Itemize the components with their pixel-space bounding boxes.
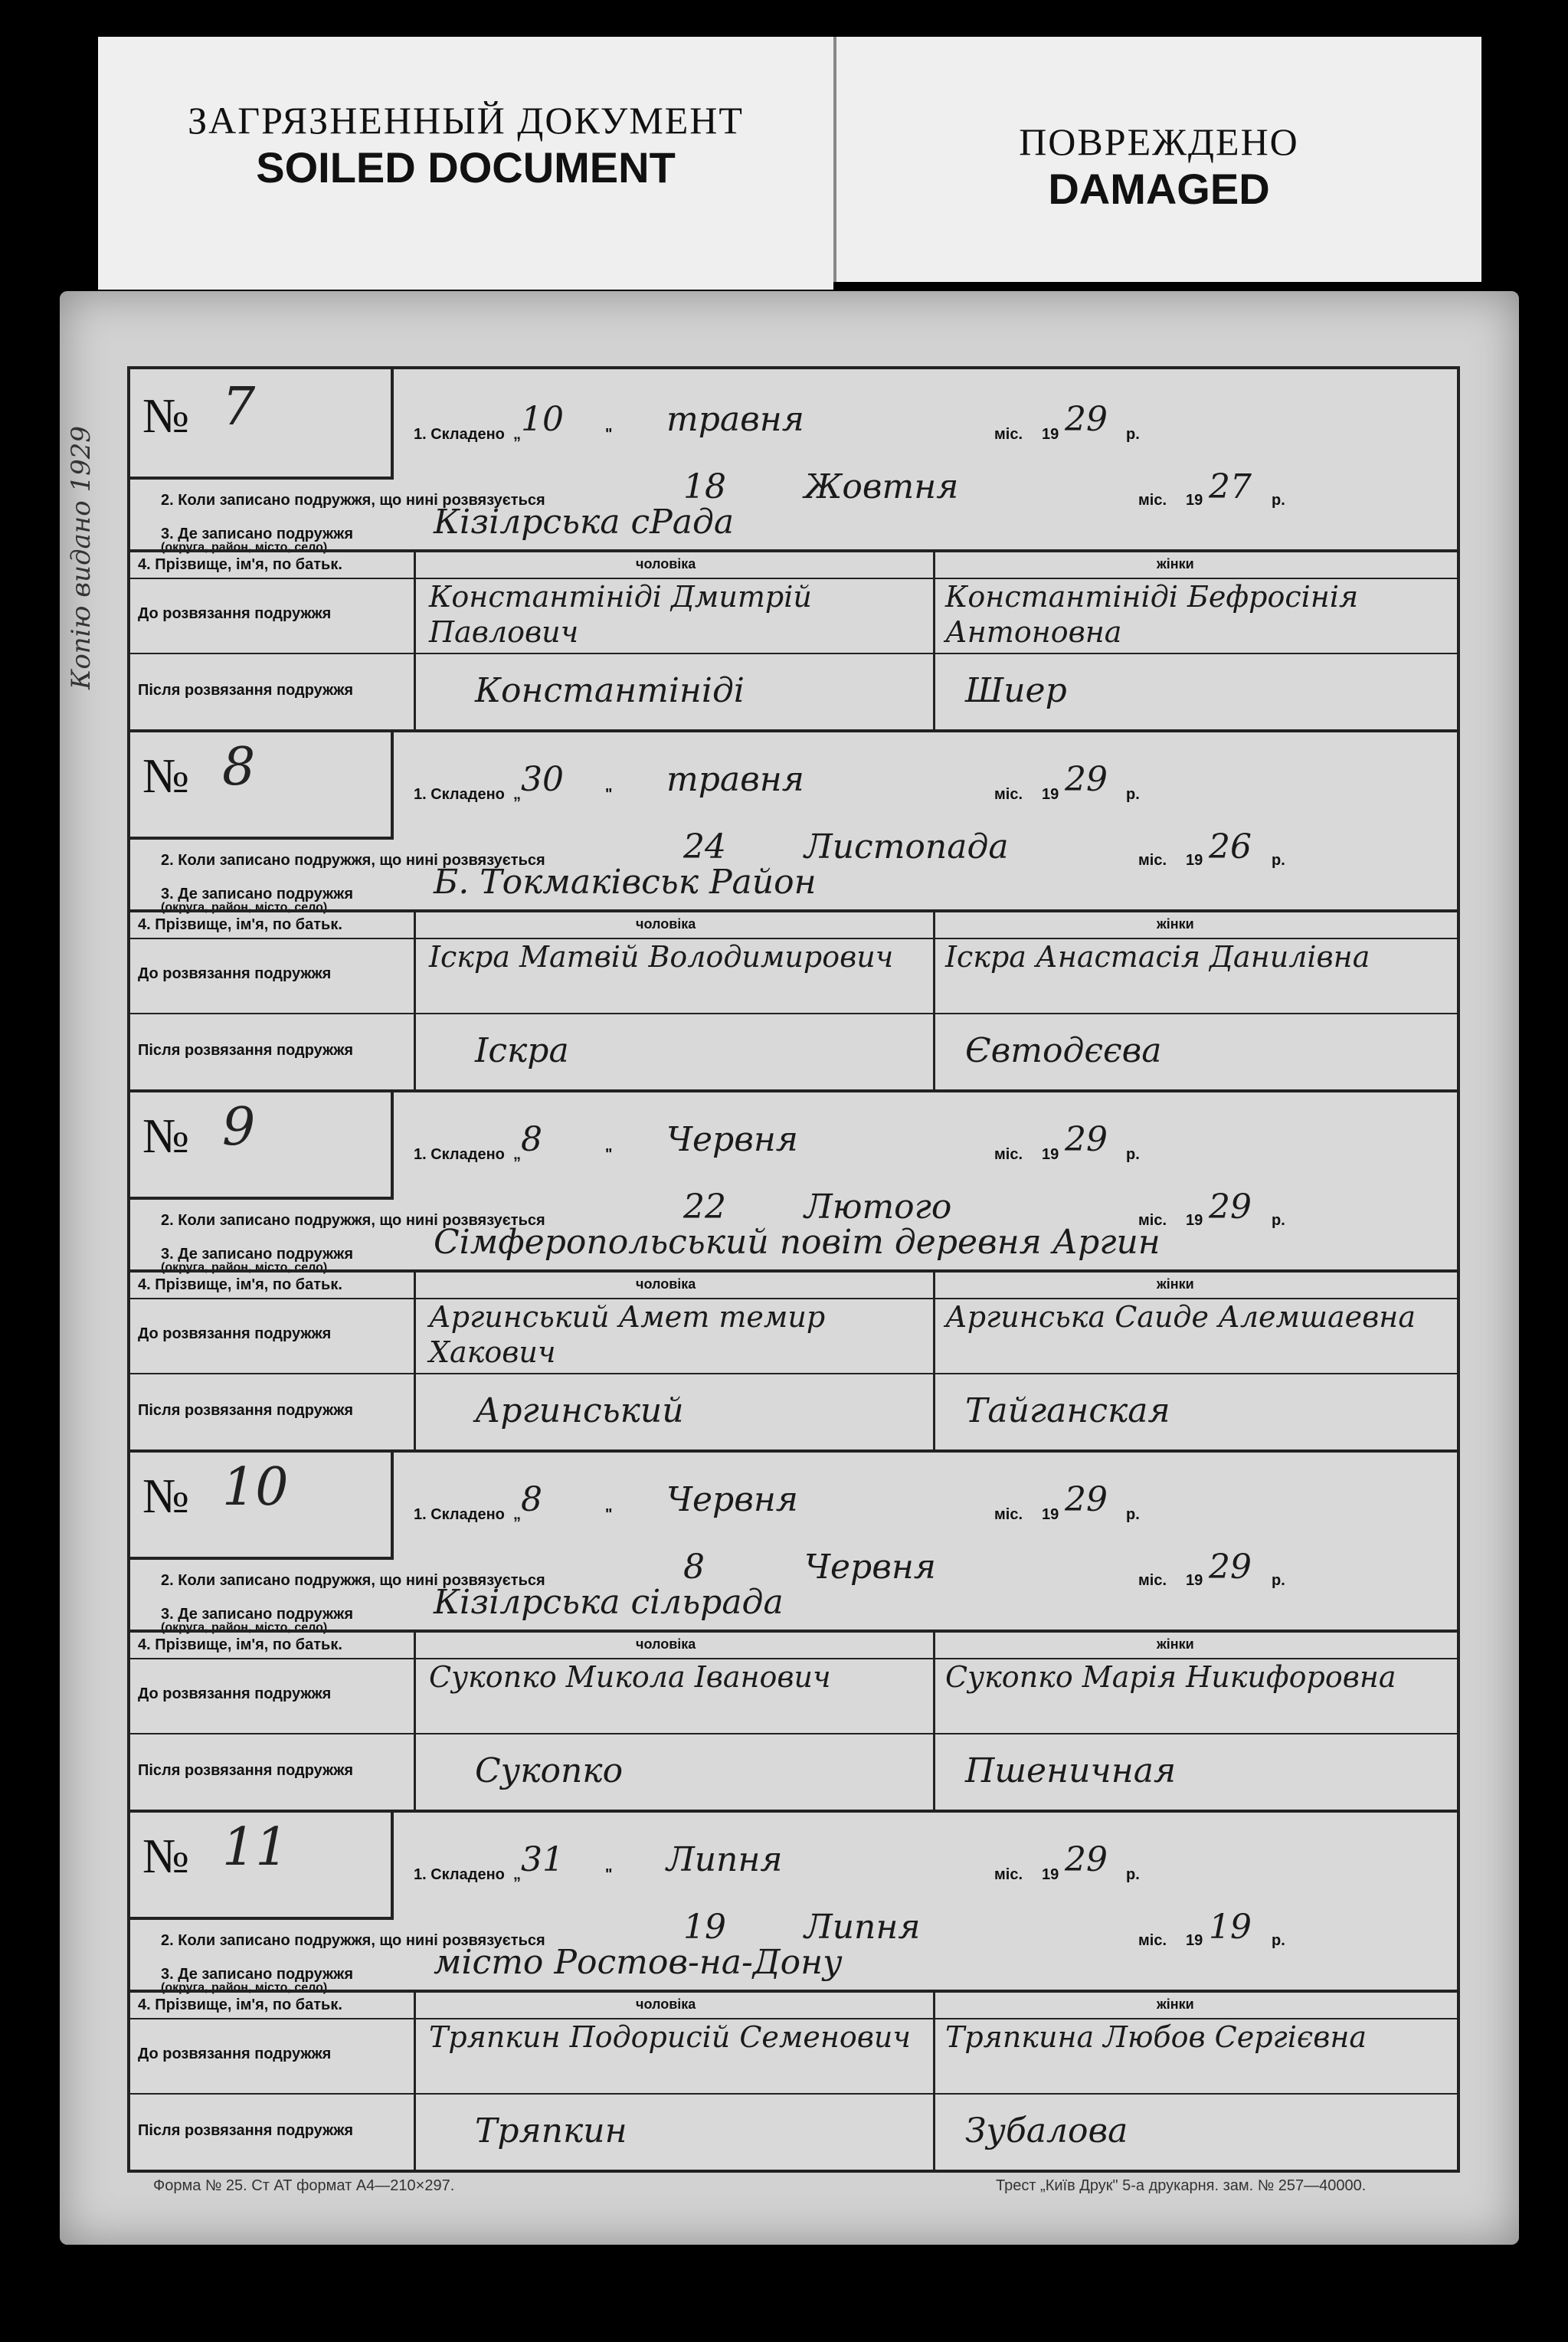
surname-label: 4. Прізвище, ім'я, по батьк. bbox=[138, 556, 342, 573]
number-symbol: № bbox=[142, 748, 190, 803]
compiled-year: 29 bbox=[1065, 1480, 1108, 1519]
spouses-table bbox=[130, 1269, 1457, 1449]
record-block bbox=[130, 1449, 1457, 1813]
registered-year: 19 bbox=[1209, 1908, 1252, 1947]
registered-month: Листопада bbox=[804, 827, 1009, 866]
husband-before: Константініді Дмитрій Павлович bbox=[429, 580, 812, 649]
wife-after: Тайганская bbox=[965, 1391, 1170, 1430]
compiled-yr-prefix: 19 bbox=[1042, 1866, 1059, 1883]
compiled-quote-close: " bbox=[605, 1866, 613, 1883]
registered-yr-prefix: 19 bbox=[1186, 1572, 1203, 1589]
spouses-header-row bbox=[130, 1630, 1457, 1659]
place-sublabel: (округа, район, місто, село) bbox=[161, 1981, 328, 1994]
registered-day: 22 bbox=[683, 1187, 726, 1227]
husband-after: Тряпкин bbox=[475, 2111, 627, 2150]
after-divorce-row bbox=[130, 654, 1457, 729]
compiled-label: 1. Складено bbox=[414, 426, 505, 443]
compiled-r: р. bbox=[1126, 1866, 1140, 1883]
husband-after: Аргинський bbox=[475, 1391, 684, 1430]
registered-mis: міс. bbox=[1138, 1572, 1167, 1589]
after-label: Після розвязання подружжя bbox=[138, 1042, 354, 1059]
after-label: Після розвязання подружжя bbox=[138, 682, 354, 699]
record-number-box bbox=[130, 729, 394, 840]
registered-year: 29 bbox=[1209, 1187, 1252, 1227]
registered-label: 2. Коли записано подружжя, що нині розвязується bbox=[161, 1932, 545, 1949]
registered-label: 2. Коли записано подружжя, що нині розвязується bbox=[161, 1572, 545, 1589]
compiled-day: 30 bbox=[521, 760, 564, 799]
registered-mis: міс. bbox=[1138, 852, 1167, 869]
wife-before: Сукопко Марія Никифоровна bbox=[945, 1660, 1396, 1694]
husband-before: Тряпкин Подорисій Семенович bbox=[429, 2020, 912, 2054]
husband-after: Константініді bbox=[475, 671, 745, 710]
damaged-label bbox=[833, 37, 1481, 282]
compiled-label: 1. Складено bbox=[414, 1866, 505, 1883]
compiled-quote: „ bbox=[513, 1866, 521, 1883]
damaged-label-en: DAMAGED bbox=[1048, 165, 1270, 213]
place-value: місто Ростов-на-Дону bbox=[434, 1943, 843, 1982]
registered-r: р. bbox=[1272, 852, 1285, 869]
spouses-table bbox=[130, 1630, 1457, 1810]
column-divider-2 bbox=[933, 1630, 935, 1810]
number-symbol: № bbox=[142, 1109, 190, 1163]
number-symbol: № bbox=[142, 1829, 190, 1883]
place-value: Кізілрська сРада bbox=[434, 503, 735, 542]
registered-yr-prefix: 19 bbox=[1186, 1212, 1203, 1229]
compiled-yr-prefix: 19 bbox=[1042, 426, 1059, 443]
column-divider-1 bbox=[414, 1630, 416, 1810]
husband-after: Сукопко bbox=[475, 1751, 624, 1790]
registered-mis: міс. bbox=[1138, 1932, 1167, 1949]
record-number-box bbox=[130, 1449, 394, 1560]
col-husband: чоловіка bbox=[636, 1996, 696, 2012]
record-number: 8 bbox=[222, 737, 256, 798]
registered-mis: міс. bbox=[1138, 1212, 1167, 1229]
husband-before: Сукопко Микола Іванович bbox=[429, 1660, 831, 1694]
compiled-month: Липня bbox=[666, 1840, 783, 1879]
compiled-month: Червня bbox=[666, 1480, 798, 1519]
place-label: 3. Де записано подружжя bbox=[161, 526, 354, 542]
compiled-r: р. bbox=[1126, 1506, 1140, 1523]
soiled-label-en: SOILED DOCUMENT bbox=[256, 143, 676, 192]
column-divider-2 bbox=[933, 909, 935, 1089]
column-divider-2 bbox=[933, 549, 935, 729]
registered-month: Лютого bbox=[804, 1187, 952, 1227]
registered-label: 2. Коли записано подружжя, що нині розвязується bbox=[161, 492, 545, 509]
form-footer-left: Форма № 25. Ст АТ формат А4—210×297. bbox=[153, 2177, 455, 2194]
compiled-r: р. bbox=[1126, 786, 1140, 803]
registered-mis: міс. bbox=[1138, 492, 1167, 509]
surname-label: 4. Прізвище, ім'я, по батьк. bbox=[138, 916, 342, 933]
record-block bbox=[130, 729, 1457, 1092]
column-divider-1 bbox=[414, 549, 416, 729]
column-divider-2 bbox=[933, 1990, 935, 2170]
compiled-day: 8 bbox=[521, 1120, 542, 1159]
column-divider-1 bbox=[414, 1990, 416, 2170]
compiled-r: р. bbox=[1126, 1146, 1140, 1163]
wife-before: Константініді Бефросінія Антоновна bbox=[945, 580, 1359, 649]
record-number: 7 bbox=[222, 377, 256, 437]
spouses-table bbox=[130, 1990, 1457, 2170]
form-footer-right: Трест „Київ Друк" 5-а друкарня. зам. № 257—40000. bbox=[996, 2177, 1367, 2194]
place-value: Кізілрська сільрада bbox=[434, 1583, 784, 1622]
compiled-month: травня bbox=[666, 760, 804, 799]
compiled-year: 29 bbox=[1065, 760, 1108, 799]
registered-r: р. bbox=[1272, 1932, 1285, 1949]
spouses-header-row bbox=[130, 1269, 1457, 1299]
before-divorce-row bbox=[130, 576, 1457, 654]
compiled-day: 31 bbox=[521, 1840, 564, 1879]
after-label: Після розвязання подружжя bbox=[138, 1762, 354, 1779]
col-wife: жінки bbox=[1157, 1636, 1194, 1652]
spouses-table bbox=[130, 549, 1457, 729]
compiled-mis: міс. bbox=[994, 1506, 1023, 1523]
compiled-quote-close: " bbox=[605, 426, 613, 443]
col-husband: чоловіка bbox=[636, 556, 696, 572]
registered-day: 18 bbox=[683, 467, 726, 506]
record-number: 9 bbox=[222, 1097, 256, 1158]
compiled-label: 1. Складено bbox=[414, 786, 505, 803]
soiled-label-ru: ЗАГРЯЗНЕННЫЙ ДОКУМЕНТ bbox=[188, 99, 744, 142]
compiled-mis: міс. bbox=[994, 426, 1023, 443]
after-divorce-row bbox=[130, 1734, 1457, 1810]
compiled-quote: „ bbox=[513, 786, 521, 803]
compiled-mis: міс. bbox=[994, 786, 1023, 803]
registered-month: Жовтня bbox=[804, 467, 959, 506]
wife-after: Євтодєєва bbox=[965, 1031, 1162, 1070]
spouses-header-row bbox=[130, 1990, 1457, 2019]
after-divorce-row bbox=[130, 2095, 1457, 2170]
before-label: До розвязання подружжя bbox=[138, 1325, 332, 1342]
husband-before: Іскра Матвій Володимирович bbox=[429, 940, 894, 974]
after-label: Після розвязання подружжя bbox=[138, 2122, 354, 2139]
col-husband: чоловіка bbox=[636, 916, 696, 932]
before-label: До розвязання подружжя bbox=[138, 965, 332, 982]
before-divorce-row bbox=[130, 2016, 1457, 2095]
registered-yr-prefix: 19 bbox=[1186, 1932, 1203, 1949]
col-husband: чоловіка bbox=[636, 1636, 696, 1652]
place-value: Б. Токмаківськ Район bbox=[434, 863, 817, 902]
number-symbol: № bbox=[142, 388, 190, 443]
column-divider-2 bbox=[933, 1269, 935, 1449]
compiled-quote: „ bbox=[513, 1506, 521, 1523]
compiled-day: 8 bbox=[521, 1480, 542, 1519]
compiled-label: 1. Складено bbox=[414, 1146, 505, 1163]
after-divorce-row bbox=[130, 1014, 1457, 1089]
spouses-table bbox=[130, 909, 1457, 1089]
place-label: 3. Де записано подружжя bbox=[161, 1606, 354, 1623]
col-wife: жінки bbox=[1157, 916, 1194, 932]
registered-r: р. bbox=[1272, 1212, 1285, 1229]
place-sublabel: (округа, район, місто, село) bbox=[161, 901, 328, 914]
before-divorce-row bbox=[130, 1296, 1457, 1374]
compiled-month: травня bbox=[666, 400, 804, 439]
wife-before: Тряпкина Любов Сергієвна bbox=[945, 2020, 1367, 2054]
compiled-year: 29 bbox=[1065, 1120, 1108, 1159]
place-value: Сімферопольський повіт деревня Аргин bbox=[434, 1223, 1160, 1262]
surname-label: 4. Прізвище, ім'я, по батьк. bbox=[138, 1996, 342, 2013]
col-wife: жінки bbox=[1157, 1276, 1194, 1292]
registered-day: 24 bbox=[683, 827, 726, 866]
compiled-quote-close: " bbox=[605, 786, 613, 803]
soiled-document-label bbox=[98, 37, 833, 290]
compiled-r: р. bbox=[1126, 426, 1140, 443]
record-number-box bbox=[130, 1810, 394, 1920]
place-label: 3. Де записано подружжя bbox=[161, 1966, 354, 1983]
surname-label: 4. Прізвище, ім'я, по батьк. bbox=[138, 1636, 342, 1653]
place-sublabel: (округа, район, місто, село) bbox=[161, 541, 328, 554]
registered-label: 2. Коли записано подружжя, що нині розвязується bbox=[161, 1212, 545, 1229]
before-divorce-row bbox=[130, 936, 1457, 1014]
side-handwritten-note: Копію видано 1929 bbox=[66, 425, 97, 689]
col-husband: чоловіка bbox=[636, 1276, 696, 1292]
after-label: Після розвязання подружжя bbox=[138, 1402, 354, 1419]
wife-after: Шиер bbox=[965, 671, 1067, 710]
registered-r: р. bbox=[1272, 1572, 1285, 1589]
divorce-register-form bbox=[127, 366, 1460, 2173]
compiled-yr-prefix: 19 bbox=[1042, 786, 1059, 803]
registered-yr-prefix: 19 bbox=[1186, 852, 1203, 869]
col-wife: жінки bbox=[1157, 1996, 1194, 2012]
compiled-mis: міс. bbox=[994, 1146, 1023, 1163]
compiled-year: 29 bbox=[1065, 1840, 1108, 1879]
registered-day: 19 bbox=[683, 1908, 726, 1947]
registered-year: 29 bbox=[1209, 1548, 1252, 1587]
wife-before: Аргинська Саиде Алемшаевна bbox=[945, 1300, 1416, 1334]
place-label: 3. Де записано подружжя bbox=[161, 886, 354, 902]
col-wife: жінки bbox=[1157, 556, 1194, 572]
before-label: До розвязання подружжя bbox=[138, 1685, 332, 1702]
damaged-label-ru: ПОВРЕЖДЕНО bbox=[1019, 120, 1299, 163]
husband-before: Аргинський Амет темир Хакович bbox=[429, 1300, 826, 1369]
surname-label: 4. Прізвище, ім'я, по батьк. bbox=[138, 1276, 342, 1293]
record-block bbox=[130, 1810, 1457, 2170]
registered-r: р. bbox=[1272, 492, 1285, 509]
column-divider-1 bbox=[414, 909, 416, 1089]
record-number-box bbox=[130, 1089, 394, 1200]
place-sublabel: (округа, район, місто, село) bbox=[161, 1261, 328, 1274]
compiled-month: Червня bbox=[666, 1120, 798, 1159]
record-number: 10 bbox=[222, 1457, 289, 1518]
compiled-label: 1. Складено bbox=[414, 1506, 505, 1523]
record-number: 11 bbox=[222, 1817, 289, 1878]
compiled-quote: „ bbox=[513, 426, 521, 443]
number-symbol: № bbox=[142, 1469, 190, 1523]
after-divorce-row bbox=[130, 1374, 1457, 1449]
compiled-day: 10 bbox=[521, 400, 564, 439]
spouses-header-row bbox=[130, 549, 1457, 579]
before-label: До розвязання подружжя bbox=[138, 2046, 332, 2062]
registered-month: Червня bbox=[804, 1548, 936, 1587]
record-block bbox=[130, 369, 1457, 732]
registered-label: 2. Коли записано подружжя, що нині розвязується bbox=[161, 852, 545, 869]
registered-year: 27 bbox=[1209, 467, 1252, 506]
column-divider-1 bbox=[414, 1269, 416, 1449]
compiled-quote-close: " bbox=[605, 1146, 613, 1163]
husband-after: Іскра bbox=[475, 1031, 569, 1070]
compiled-year: 29 bbox=[1065, 400, 1108, 439]
wife-before: Іскра Анастасія Данилівна bbox=[945, 940, 1370, 974]
registered-day: 8 bbox=[683, 1548, 705, 1587]
place-sublabel: (округа, район, місто, село) bbox=[161, 1621, 328, 1634]
compiled-quote-close: " bbox=[605, 1506, 613, 1523]
compiled-quote: „ bbox=[513, 1146, 521, 1163]
record-number-box bbox=[130, 369, 394, 480]
registered-year: 26 bbox=[1209, 827, 1252, 866]
compiled-yr-prefix: 19 bbox=[1042, 1146, 1059, 1163]
spouses-header-row bbox=[130, 909, 1457, 939]
registered-yr-prefix: 19 bbox=[1186, 492, 1203, 509]
record-block bbox=[130, 1089, 1457, 1453]
registered-month: Липня bbox=[804, 1908, 921, 1947]
compiled-mis: міс. bbox=[994, 1866, 1023, 1883]
compiled-yr-prefix: 19 bbox=[1042, 1506, 1059, 1523]
place-label: 3. Де записано подружжя bbox=[161, 1246, 354, 1263]
before-label: До розвязання подружжя bbox=[138, 605, 332, 622]
wife-after: Зубалова bbox=[965, 2111, 1128, 2150]
wife-after: Пшеничная bbox=[965, 1751, 1177, 1790]
before-divorce-row bbox=[130, 1656, 1457, 1734]
